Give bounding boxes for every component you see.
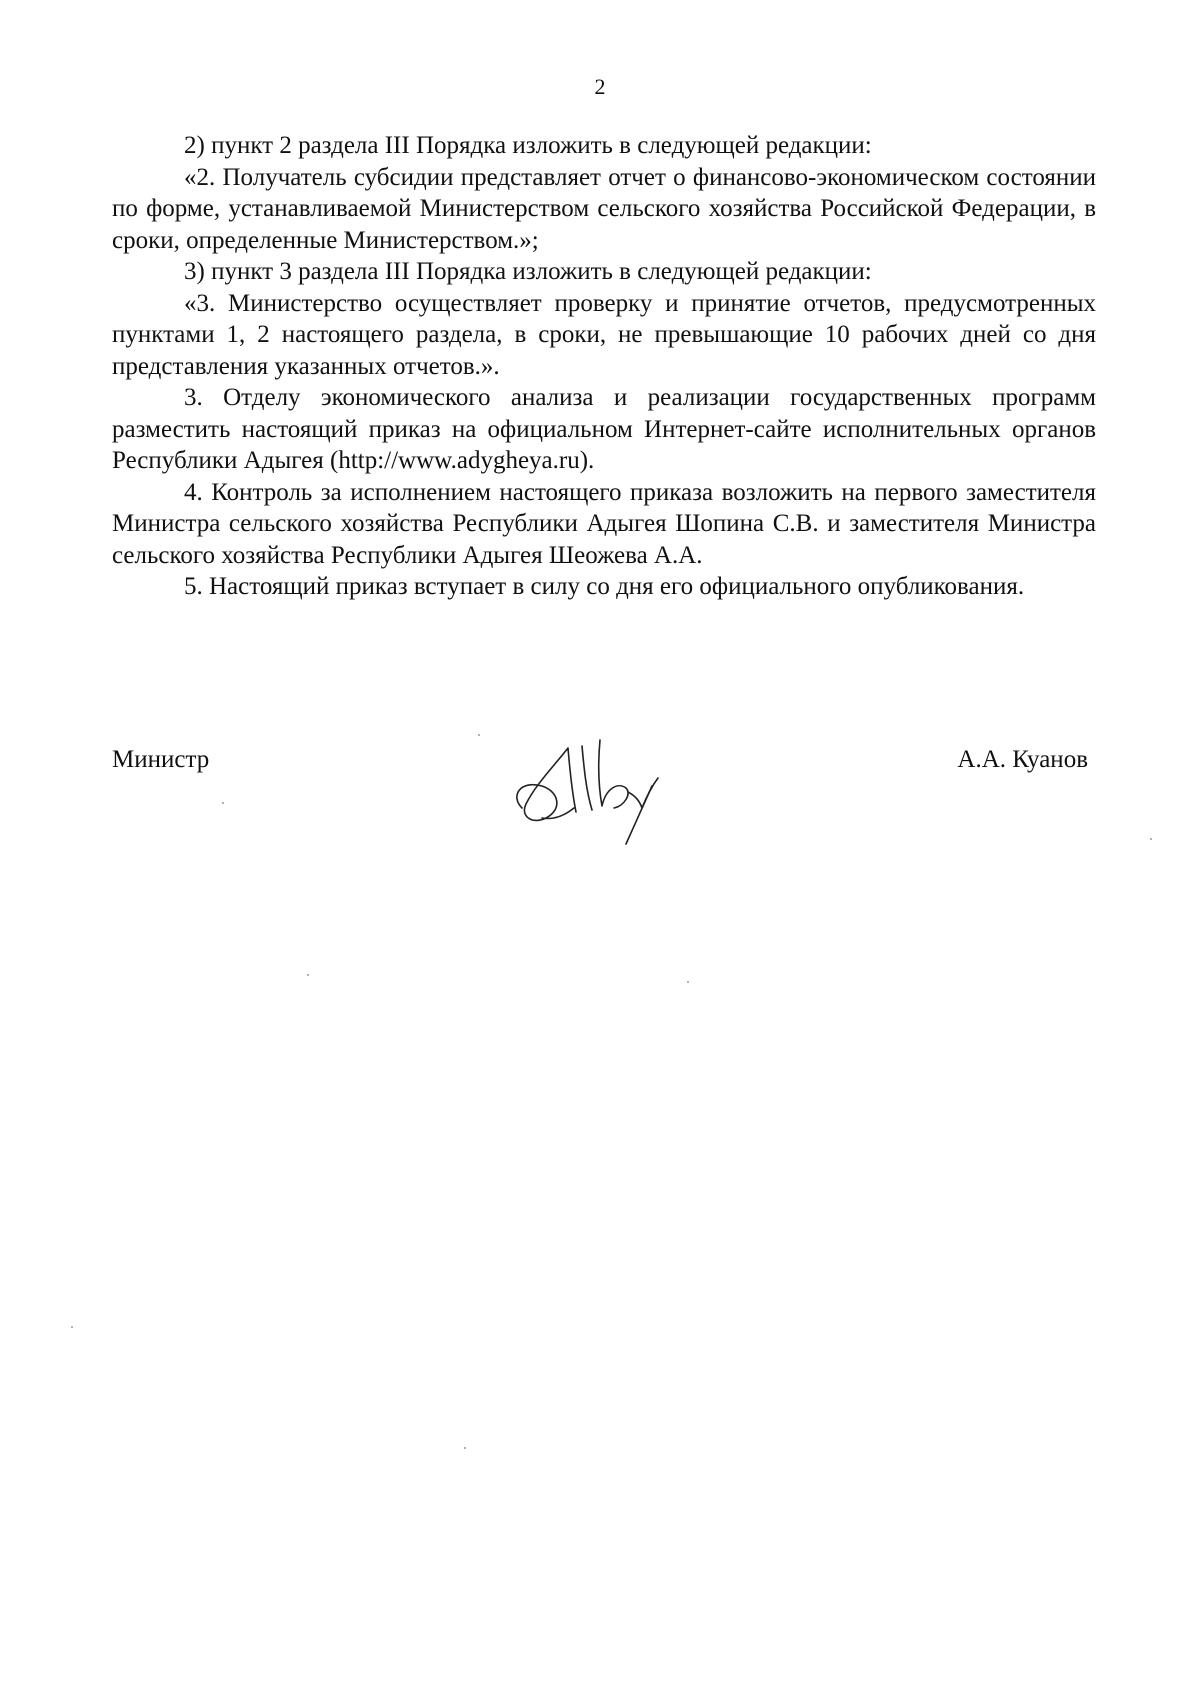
scan-speck [1150, 838, 1152, 840]
paragraph: «3. Министерство осуществляет проверку и принятие отчетов, предусмотренных пунктами 1, 2 настоящего раздела, в сроки, не превышающие 10 рабочих дней со дня представления указанных отчетов.». [112, 289, 1096, 380]
scan-speck [464, 1447, 466, 1449]
paragraph: 4. Контроль за исполнением настоящего приказа возложить на первого заместителя Министра сельского хозяйства Республики Адыгея Шопина С.В. и заместителя Министра сельского хозяйства Республики Адыгея Шеожева А.А. [112, 478, 1096, 569]
paragraph: 3. Отделу экономического анализа и реализации государственных программ разместить настоящий приказ на официальном Интернет-сайте исполнительных органов Республики Адыгея (http://www.adygheya.ru). [112, 384, 1096, 474]
signature-block [112, 740, 1096, 860]
document-body [112, 130, 1096, 603]
scan-speck [71, 1326, 73, 1328]
paragraph: «2. Получатель субсидии представляет отчет о финансово-экономическом состоянии по форме, устанавливаемой Министерством сельского хозяйства Российской Федерации, в сроки, определенные Министерством.»; [112, 163, 1096, 254]
scan-speck [222, 802, 224, 804]
page-number: 2 [594, 74, 606, 99]
scan-speck [687, 981, 689, 983]
paragraph: 5. Настоящий приказ вступает в силу со дня его официального опубликования. [184, 573, 1025, 600]
paragraph: 2) пункт 2 раздела III Порядка изложить в следующей редакции: [184, 132, 872, 159]
signatory-name: А.А. Куанов [957, 746, 1088, 773]
scan-speck [307, 974, 309, 976]
signatory-title: Министр [112, 746, 210, 773]
handwritten-signature [502, 726, 692, 856]
paragraph: 3) пункт 3 раздела III Порядка изложить в следующей редакции: [184, 258, 872, 285]
scan-speck [478, 734, 480, 736]
